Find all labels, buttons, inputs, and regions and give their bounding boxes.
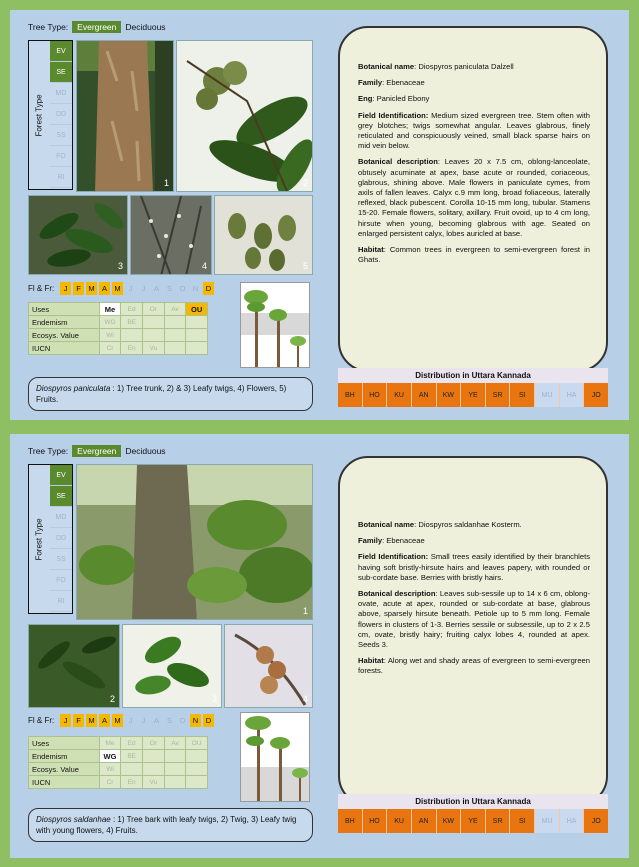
species-card-diospyros-paniculata: [8, 8, 631, 422]
photo-caption: [28, 377, 313, 411]
flfr-label: Fl & Fr:: [28, 284, 55, 293]
family: Family: Ebenaceae: [358, 78, 425, 88]
field-identification: Field Identification: Medium sized evergreen tree. Stem often with grey blotches; twigs somewhat angular. Leaves glabrous, finely reticulated and conspicuously veined, small black sparse hairs on mid vein below.: [358, 110, 590, 151]
month-jun: J: [128, 284, 133, 293]
tree-type-row: [28, 444, 166, 458]
ecosys-row: [29, 329, 208, 342]
description-panel: [338, 26, 608, 372]
fruits-image: [215, 196, 313, 275]
tree-type-evergreen: Evergreen: [72, 21, 121, 33]
photo-leafy-twig-fruits: [176, 40, 313, 192]
month-feb: F: [73, 714, 84, 727]
photo-fruits: [224, 624, 313, 708]
month-may: M: [112, 714, 123, 727]
dist-ho: HO: [363, 809, 388, 833]
month-jun: J: [128, 716, 133, 725]
use-me: Me: [99, 303, 121, 316]
forest-type-ri: RI: [50, 167, 72, 188]
forest-type-cells: [50, 41, 72, 188]
dist-ku: KU: [387, 809, 412, 833]
uses-table: [28, 736, 208, 789]
endemism-label: Endemism: [29, 750, 100, 763]
dist-ha: HA: [560, 383, 585, 407]
month-mar: M: [86, 282, 97, 295]
month-oct: O: [179, 716, 186, 725]
photo-leafy-twig: [28, 195, 128, 275]
distribution-title: Distribution in Uttara Kannada: [338, 794, 608, 809]
fruits-image: [225, 625, 313, 708]
endemism-row: [29, 316, 208, 329]
species-card-diospyros-saldanhae: [8, 432, 631, 860]
forest-type-ss: SS: [50, 125, 72, 146]
forest-type-dd: DD: [50, 104, 72, 125]
dist-kw: KW: [437, 809, 462, 833]
photo-number-3: 3: [211, 694, 217, 704]
forest-type-se: SE: [50, 62, 72, 83]
family: Family: Ebenaceae: [358, 536, 425, 546]
photo-number-3: 3: [117, 261, 123, 271]
month-aug: A: [153, 284, 159, 293]
ecosys-label: Ecosys. Value: [29, 329, 100, 342]
month-jul: J: [141, 284, 146, 293]
photo-number-2: 2: [109, 694, 115, 704]
distribution-row: [338, 809, 608, 833]
dist-si: SI: [510, 809, 535, 833]
dist-jo: JO: [584, 809, 608, 833]
forest-type-fo: FO: [50, 570, 72, 591]
iucn-label: IUCN: [29, 776, 100, 789]
tree-silhouette-icon: [241, 283, 310, 368]
botanical-name: Botanical name: Diospyros paniculata Dalzell: [358, 62, 514, 71]
iucn-cr: Cr: [99, 342, 121, 355]
use-av: Av: [164, 303, 186, 316]
use-me: Me: [99, 737, 121, 750]
dist-an: AN: [412, 809, 437, 833]
photo-fruits: [214, 195, 313, 275]
month-apr: A: [99, 714, 110, 727]
forest-type-ri: RI: [50, 591, 72, 612]
photo-tree-bark-leafy-twigs: [76, 464, 313, 620]
tree-type-label: Tree Type:: [28, 22, 69, 32]
dist-bh: BH: [338, 383, 363, 407]
dist-kw: KW: [437, 383, 462, 407]
dist-sr: SR: [486, 809, 511, 833]
uses-label: Uses: [29, 303, 100, 316]
english-name: Eng: Panicled Ebony: [358, 94, 430, 104]
use-ed: Ed: [121, 737, 143, 750]
caption-species: Diospyros paniculata: [36, 384, 111, 393]
iucn-en: En: [121, 776, 143, 789]
iucn-vu: Vu: [143, 342, 165, 355]
month-dec: D: [203, 282, 214, 295]
month-oct: O: [179, 284, 186, 293]
tree-type-deciduous: Deciduous: [125, 446, 166, 456]
forest-type-fo: FO: [50, 146, 72, 167]
tree-type-evergreen: Evergreen: [72, 445, 121, 457]
forest-type-box: [28, 40, 73, 190]
dist-ho: HO: [363, 383, 388, 407]
photo-number-1: 1: [302, 606, 308, 616]
forest-profile-illustration: [240, 282, 310, 368]
endemism-label: Endemism: [29, 316, 100, 329]
tree-type-row: [28, 20, 166, 34]
iucn-cr: Cr: [99, 776, 121, 789]
dist-ye: YE: [461, 383, 486, 407]
caption-species: Diospyros saldanhae: [36, 815, 111, 824]
forest-type-md: MD: [50, 83, 72, 104]
photo-number-1: 1: [163, 178, 169, 188]
dist-sr: SR: [486, 383, 511, 407]
forest-type-ev: EV: [50, 41, 72, 62]
iucn-label: IUCN: [29, 342, 100, 355]
tree-trunk-image: [77, 41, 174, 192]
month-jan: J: [60, 282, 71, 295]
leafy-twig-image: [177, 41, 313, 192]
month-sep: S: [166, 284, 172, 293]
dist-mu: MU: [535, 809, 560, 833]
endemism-be: BE: [121, 750, 143, 763]
flowering-fruiting-row: [28, 714, 214, 727]
tree-bark-image: [77, 465, 313, 620]
dist-ku: KU: [387, 383, 412, 407]
field-identification: Field Identification: Small trees easily identified by their branchlets having soft bristly-hirsute hairs and leaves papery, with rounded or sub-cordate base. Berries with bristly hairs.: [358, 552, 590, 582]
photo-twig: [28, 624, 120, 708]
flfr-label: Fl & Fr:: [28, 716, 55, 725]
photo-number-5: 5: [302, 261, 308, 271]
botanical-name: Botanical name: Diospyros saldanhae Kosterm.: [358, 520, 522, 529]
forest-type-cells: [50, 465, 72, 612]
photo-tree-trunk: [76, 40, 174, 192]
young-flowers-image: [123, 625, 222, 708]
month-feb: F: [73, 282, 84, 295]
habitat: Habitat: Along wet and shady areas of evergreen to semi-evergreen forests.: [358, 656, 590, 676]
use-or: Or: [143, 737, 165, 750]
dist-ye: YE: [461, 809, 486, 833]
ecosys-wi: Wi: [99, 763, 121, 776]
month-jul: J: [141, 716, 146, 725]
forest-type-box: [28, 464, 73, 614]
iucn-row: [29, 776, 208, 789]
photo-caption: [28, 808, 313, 842]
iucn-vu: Vu: [143, 776, 165, 789]
forest-type-md: MD: [50, 507, 72, 528]
photo-number-4: 4: [201, 261, 207, 271]
month-apr: A: [99, 282, 110, 295]
photo-number-2: 2: [302, 178, 308, 188]
tree-type-label: Tree Type:: [28, 446, 69, 456]
caption-text: : 1) Tree trunk, 2) & 3) Leafy twigs, 4) Flowers, 5) Fruits.: [36, 384, 287, 404]
forest-type-se: SE: [50, 486, 72, 507]
month-dec: D: [203, 714, 214, 727]
month-may: M: [112, 282, 123, 295]
distribution-strip: [338, 368, 608, 407]
use-ou: OU: [186, 737, 208, 750]
month-nov: N: [190, 714, 201, 727]
card-left-panel: [28, 20, 318, 420]
leafy-twig-image-2: [29, 196, 128, 275]
endemism-row: [29, 750, 208, 763]
iucn-row: [29, 342, 208, 355]
use-ou: OU: [186, 303, 208, 316]
use-or: Or: [143, 303, 165, 316]
photo-number-4: 4: [302, 694, 308, 704]
photo-leafy-twig-young-flowers: [122, 624, 222, 708]
ecosys-row: [29, 763, 208, 776]
month-aug: A: [153, 716, 159, 725]
forest-type-ev: EV: [50, 465, 72, 486]
endemism-wg: WG: [99, 316, 121, 329]
distribution-title: Distribution in Uttara Kannada: [338, 368, 608, 383]
ecosys-label: Ecosys. Value: [29, 763, 100, 776]
tree-type-deciduous: Deciduous: [125, 22, 166, 32]
botanical-description: Botanical description: Leaves sub-sessile up to 14 x 6 cm, oblong-ovate, acute at apex, rounded or sub-cordate at base, glabrous above, sparsely hirsute beneath. Petiole up to 5 mm long. Female flowers in clusters of 1-3. Berries sessile or subsessile, up to 2 x 2.5 cm, ovate, bristly hairy; fruiting calyx lobes 4, rounded at apex. Seeds 3.: [358, 589, 590, 650]
uses-label: Uses: [29, 737, 100, 750]
use-av: Av: [164, 737, 186, 750]
dist-jo: JO: [584, 383, 608, 407]
description-panel: [338, 456, 608, 806]
endemism-wg: WG: [99, 750, 121, 763]
dist-an: AN: [412, 383, 437, 407]
tree-silhouette-icon: [241, 713, 310, 802]
uses-table: [28, 302, 208, 355]
dist-bh: BH: [338, 809, 363, 833]
habitat: Habitat: Common trees in evergreen to semi-evergreen forest in Ghats.: [358, 245, 590, 265]
flowering-fruiting-row: [28, 282, 214, 295]
forest-type-label: Forest Type: [34, 93, 44, 137]
dist-mu: MU: [535, 383, 560, 407]
twig-image: [29, 625, 120, 708]
dist-ha: HA: [560, 809, 585, 833]
use-ed: Ed: [121, 303, 143, 316]
month-jan: J: [60, 714, 71, 727]
card-left-panel: [28, 444, 318, 854]
ecosys-wi: Wi: [99, 329, 121, 342]
photo-flowers: [130, 195, 212, 275]
dist-si: SI: [510, 383, 535, 407]
endemism-be: BE: [121, 316, 143, 329]
forest-type-label: Forest Type: [34, 517, 44, 561]
month-sep: S: [166, 716, 172, 725]
botanical-description: Botanical description: Leaves 20 x 7.5 cm, oblong-lanceolate, obtusely acuminate at apex, base acute or rounded, coriaceous, glabrous, shining above. Male flowers in paniculate cymes, from axils of fallen leaves. Calyx c.9 mm long, broad foliaceous, laterally reflexed, black pubescent. Corolla 10-15 mm long, tubular. Stamens 15-20. Female flowers, solitary, axillary. Fruit ovoid, up to 4 cm long, hirsute when young, becoming glabrous with age. Seated on enlarged persistent calyx, lobes auricled at base.: [358, 157, 590, 238]
distribution-row: [338, 383, 608, 407]
month-mar: M: [86, 714, 97, 727]
uses-row: [29, 737, 208, 750]
distribution-strip: [338, 794, 608, 833]
iucn-en: En: [121, 342, 143, 355]
forest-type-ss: SS: [50, 549, 72, 570]
month-nov: N: [192, 284, 199, 293]
forest-profile-illustration: [240, 712, 310, 802]
flowers-image: [131, 196, 212, 275]
uses-row: [29, 303, 208, 316]
caption-text: : 1) Tree bark with leafy twigs, 2) Twig, 3) Leafy twig with young flowers, 4) Fruits.: [36, 815, 297, 835]
forest-type-dd: DD: [50, 528, 72, 549]
